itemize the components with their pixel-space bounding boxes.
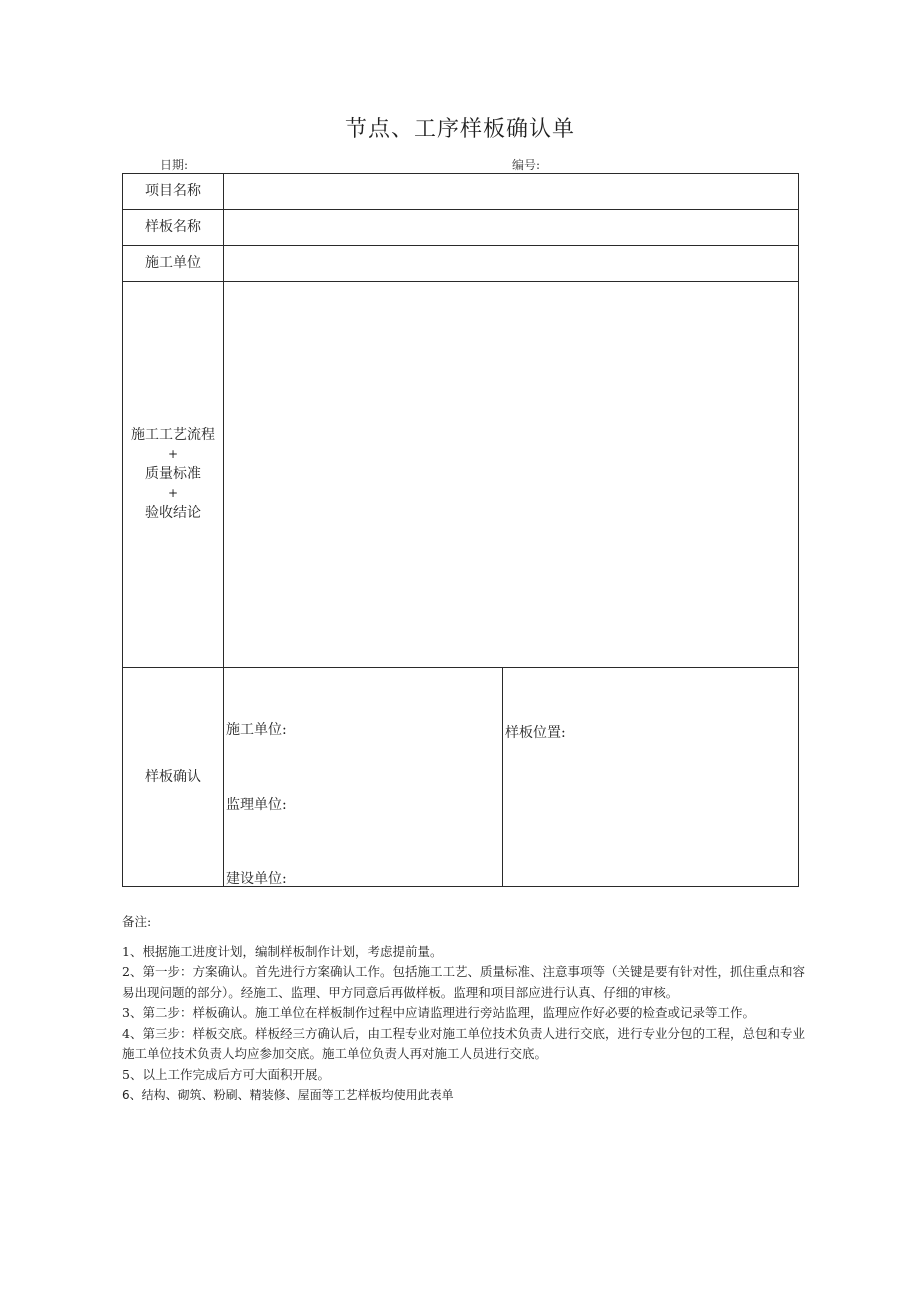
notes-item-6: 6、结构、砌筑、粉刷、精装修、屋面等工艺样板均使用此表单: [122, 1088, 454, 1102]
row-sample-name: [123, 210, 799, 246]
input-construction-unit[interactable]: [224, 246, 799, 282]
process-plus-1: +: [167, 446, 179, 461]
input-sample-name[interactable]: [224, 210, 799, 246]
date-label: 日期:: [160, 158, 189, 172]
label-process-block: [123, 282, 224, 668]
confirm-sample-location: 样板位置:: [505, 725, 566, 741]
confirmation-form-table: [122, 173, 799, 887]
confirm-construction-unit: 施工单位:: [226, 722, 287, 738]
label-project-name: 项目名称: [123, 174, 224, 210]
label-construction-unit: 施工单位: [123, 246, 224, 282]
process-line-3: 验收结论: [145, 505, 201, 522]
confirm-owner-unit: 建设单位:: [226, 871, 287, 887]
input-process-content[interactable]: [224, 282, 799, 668]
row-project-name: [123, 174, 799, 210]
notes-section: [122, 912, 812, 1106]
page-title: 节点、工序样板确认单: [344, 117, 575, 142]
row-sample-confirm: [123, 668, 799, 887]
label-sample-confirm: 样板确认: [123, 668, 224, 887]
notes-heading: 备注:: [122, 914, 152, 929]
confirm-supervision-unit: 监理单位:: [226, 797, 287, 813]
process-label: [123, 427, 223, 522]
confirm-signatures[interactable]: [224, 668, 503, 886]
notes-item-5: 5、以上工作完成后方可大面积开展。: [122, 1066, 330, 1082]
confirm-cell: [224, 668, 799, 887]
process-line-1: 施工工艺流程: [131, 426, 215, 443]
row-process: [123, 282, 799, 668]
number-label: 编号:: [512, 158, 541, 172]
label-sample-name: 样板名称: [123, 210, 224, 246]
notes-item-2: 2、第一步：方案确认。首先进行方案确认工作。包括施工工艺、质量标准、注意事项等（关键是要有针对性，抓住重点和容易出现问题的部分）。经施工、监理、甲方同意后再做样板。监理和项目部应进行认真、仔细的审核。: [122, 964, 805, 1000]
input-project-name[interactable]: [224, 174, 799, 210]
notes-item-3: 3、第二步：样板确认。施工单位在样板制作过程中应请监理进行旁站监理，监理应作好必要的检查或记录等工作。: [122, 1005, 755, 1020]
confirm-wrap: [224, 668, 798, 886]
notes-item-1: 1、根据施工进度计划，编制样板制作计划，考虑提前量。: [122, 943, 443, 959]
process-plus-2: +: [167, 485, 179, 500]
notes-item-4: 4、第三步：样板交底。样板经三方确认后，由工程专业对施工单位技术负责人进行交底，进行专业分包的工程，总包和专业施工单位技术负责人均应参加交底。施工单位负责人再对施工人员进行交底。: [122, 1025, 805, 1061]
row-construction-unit: [123, 246, 799, 282]
process-line-2: 质量标准: [145, 466, 201, 483]
